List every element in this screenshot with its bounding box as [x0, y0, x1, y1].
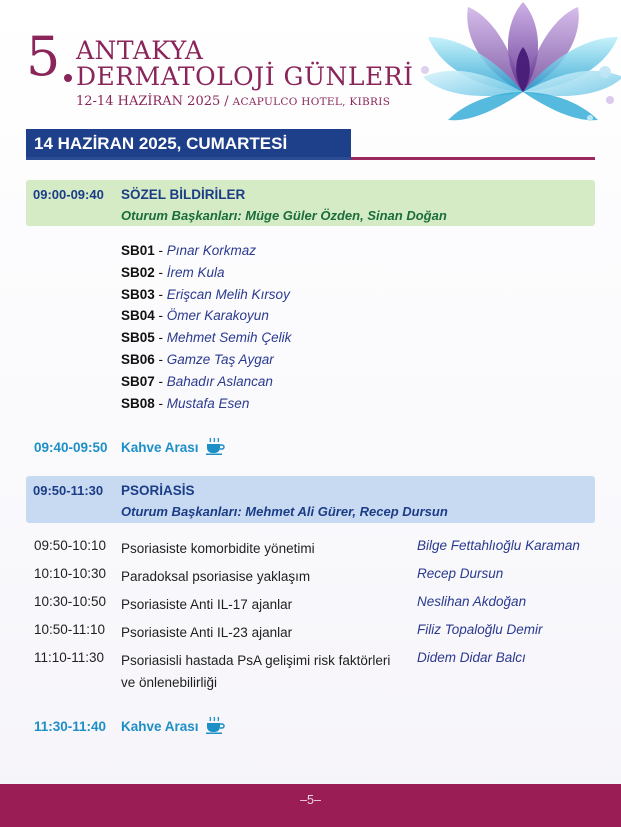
session-title: PSORİASİS: [121, 483, 195, 498]
talk-speaker: Didem Didar Balcı: [417, 650, 526, 665]
table-row: [34, 622, 594, 650]
sb-presenter: Erişcan Melih Kırsoy: [166, 286, 290, 302]
oral-presentation-list: [121, 240, 291, 414]
session-chairs: Oturum Başkanları: Müge Güler Özden, Sinan Doğan: [121, 208, 447, 223]
talk-list: [34, 538, 594, 700]
talk-time: 09:50-10:10: [34, 538, 107, 553]
sb-dash: -: [154, 373, 167, 389]
list-item: [121, 240, 291, 262]
sb-dash: -: [154, 330, 167, 346]
session-title: SÖZEL BİLDİRİLER: [121, 187, 246, 202]
sb-presenter: Mustafa Esen: [166, 395, 250, 411]
talk-title: Psoriasiste komorbidite yönetimi: [121, 541, 315, 556]
table-row: [34, 650, 594, 700]
sb-presenter: Gamze Taş Aygar: [166, 351, 274, 367]
sb-code: SB02: [121, 264, 155, 280]
talk-speaker: Neslihan Akdoğan: [417, 594, 527, 609]
talk-speaker: Bilge Fettahlıoğlu Karaman: [417, 538, 580, 553]
talk-speaker: Filiz Topaloğlu Demir: [417, 622, 543, 637]
session-time: 09:00-09:40: [33, 187, 104, 202]
talk-title: Psoriasisli hastada PsA gelişimi risk faktörleri ve önlenebilirliği: [121, 653, 391, 690]
sb-code: SB06: [121, 351, 155, 367]
day-banner: 14 HAZİRAN 2025, CUMARTESİ: [26, 129, 351, 159]
sb-code: SB04: [121, 308, 155, 324]
break-time: 09:40-09:50: [34, 440, 108, 455]
sb-presenter: Pınar Korkmaz: [166, 243, 257, 258]
event-title-line1: ANTAKYA: [76, 36, 204, 65]
talk-time: 10:30-10:50: [34, 594, 107, 609]
session-box-psoriasis: [26, 476, 595, 523]
talk-speaker: Recep Dursun: [417, 566, 504, 581]
list-item: [121, 284, 291, 306]
coffee-cup-icon: [205, 437, 225, 458]
banner-underline-accent: [351, 157, 595, 160]
sb-code: SB08: [121, 395, 155, 411]
list-item: [121, 305, 291, 327]
session-box-oral-presentations: [26, 180, 595, 226]
event-title-line2: DERMATOLOJİ GÜNLERİ: [76, 62, 414, 91]
event-venue: ACAPULCO HOTEL, KIBRIS: [232, 96, 391, 108]
sb-dash: -: [154, 308, 167, 324]
sb-dash: -: [154, 243, 167, 258]
sb-code: SB03: [121, 286, 155, 302]
list-item: [121, 262, 291, 284]
list-item: [121, 393, 291, 415]
coffee-break-1: [34, 437, 225, 458]
separator: /: [224, 94, 229, 109]
sb-presenter: İrem Kula: [166, 264, 225, 280]
talk-time: 11:10-11:30: [34, 650, 105, 665]
sb-dash: -: [154, 351, 167, 367]
sb-dash: -: [154, 286, 167, 302]
list-item: [121, 327, 291, 349]
list-item: [121, 371, 291, 393]
break-label: Kahve Arası: [121, 719, 199, 734]
break-label: Kahve Arası: [121, 440, 199, 455]
sb-presenter: Ömer Karakoyun: [166, 308, 269, 324]
event-dates: 12-14 HAZİRAN 2025: [76, 94, 221, 109]
talk-title: Psoriasiste Anti IL-23 ajanlar: [121, 625, 293, 640]
sb-dash: -: [154, 395, 167, 411]
table-row: [34, 538, 594, 566]
coffee-cup-icon: [205, 716, 225, 737]
page-footer: [0, 784, 621, 827]
session-time: 09:50-11:30: [33, 483, 104, 498]
session-chairs: Oturum Başkanları: Mehmet Ali Gürer, Recep Dursun: [121, 504, 448, 519]
talk-time: 10:50-11:10: [34, 622, 106, 637]
sb-code: SB05: [121, 330, 155, 346]
talk-title: Paradoksal psoriasise yaklaşım: [121, 569, 311, 584]
page-number: –5–: [300, 793, 321, 807]
sb-presenter: Bahadır Aslancan: [166, 373, 273, 389]
edition-number: 5: [26, 25, 59, 88]
sb-presenter: Mehmet Semih Çelik: [166, 330, 292, 346]
talk-title: Psoriasiste Anti IL-17 ajanlar: [121, 597, 293, 612]
flower-logo-icon: [405, 0, 621, 160]
edition-dot: [62, 36, 76, 89]
event-dates-venue: [76, 94, 390, 109]
coffee-break-2: [34, 716, 225, 737]
sb-dash: -: [154, 264, 167, 280]
table-row: [34, 566, 594, 594]
table-row: [34, 594, 594, 622]
talk-time: 10:10-10:30: [34, 566, 107, 581]
sb-code: SB07: [121, 373, 155, 389]
break-time: 11:30-11:40: [34, 719, 107, 734]
sb-code: SB01: [121, 243, 155, 258]
list-item: [121, 349, 291, 371]
